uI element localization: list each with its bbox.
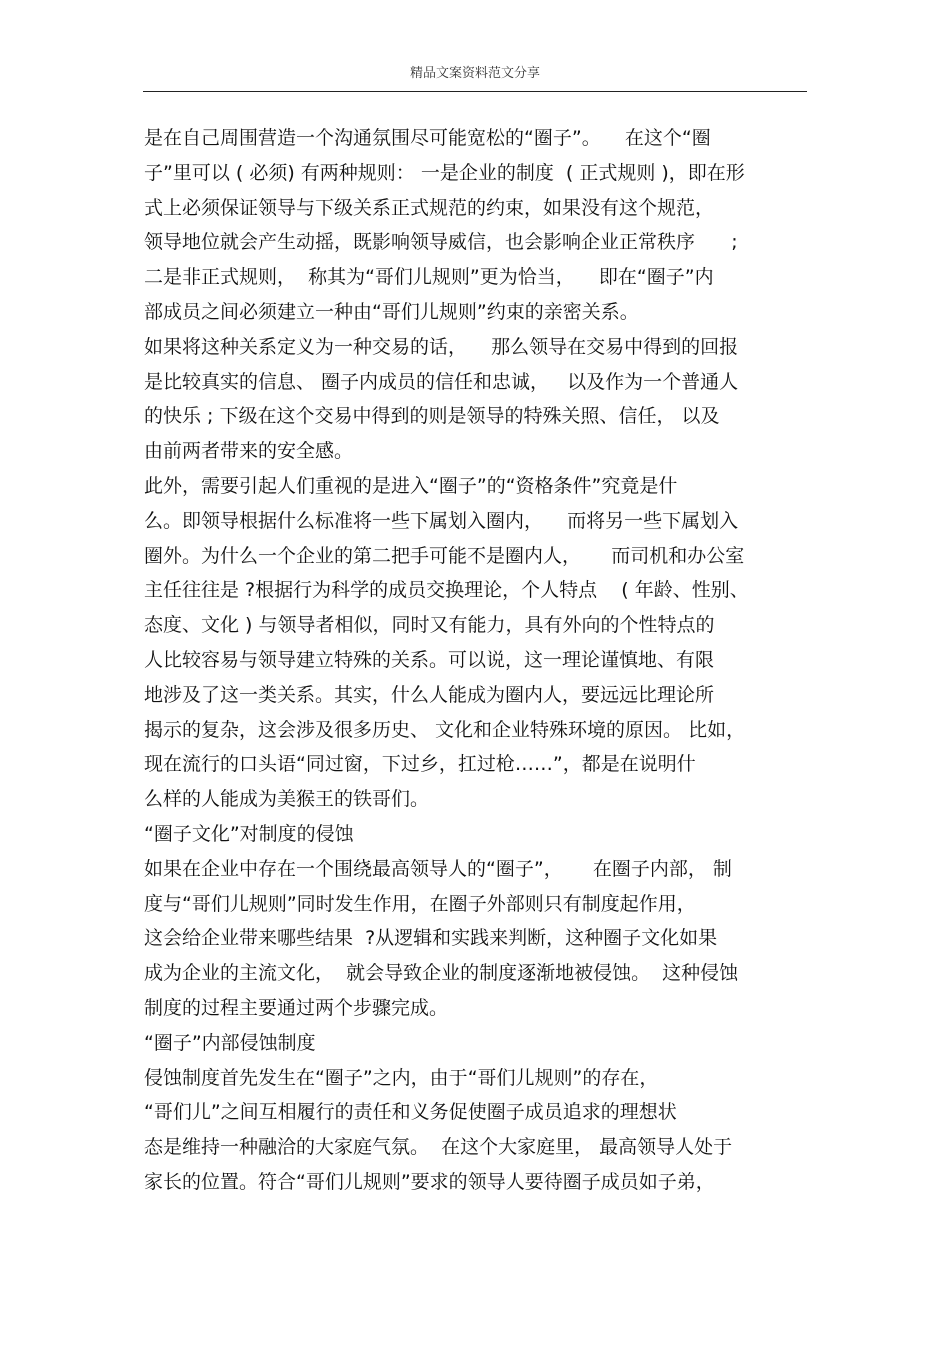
text-line: 制度的过程主要通过两个步骤完成。: [144, 996, 449, 1019]
text-line: 人比较容易与领导建立特殊的关系。可以说，这一理论谨慎地、有限: [144, 648, 715, 671]
text-line: 此外，需要引起人们重视的是进入“圈子”的“资格条件”究竟是什: [144, 474, 678, 497]
text-line: 圈外。为什么一个企业的第二把手可能不是圈内人， 而司机和办公室: [144, 544, 745, 567]
text-line: 的快乐 ; 下级在这个交易中得到的则是领导的特殊关照、信任， 以及: [144, 405, 720, 428]
text-line: 么。即领导根据什么标准将一些下属划入圈内， 而将另一些下属划入: [144, 509, 739, 532]
text-line: 领导地位就会产生动摇，既影响领导威信，也会影响企业正常秩序 ;: [144, 231, 738, 254]
text-line: 度与“哥们儿规则”同时发生作用，在圈子外部则只有制度起作用，: [144, 892, 696, 915]
text-line: “圈子”内部侵蚀制度: [144, 1031, 316, 1054]
text-line: 揭示的复杂，这会涉及很多历史、 文化和企业特殊环境的原因。 比如，: [144, 718, 746, 741]
text-line: 态是维持一种融洽的大家庭气氛。 在这个大家庭里， 最高领导人处于: [144, 1136, 733, 1159]
text-line: 这会给企业带来哪些结果 ?从逻辑和实践来判断，这种圈子文化如果: [144, 927, 718, 950]
text-line: “圈子文化”对制度的侵蚀: [144, 822, 354, 845]
text-line: 侵蚀制度首先发生在“圈子”之内，由于“哥们儿规则”的存在，: [144, 1066, 659, 1089]
text-line: 由前两者带来的安全感。: [144, 440, 354, 463]
text-line: 态度、文化 ) 与领导者相似，同时又有能力，具有外向的个性特点的: [144, 614, 715, 637]
text-line: 么样的人能成为美猴王的铁哥们。: [144, 788, 430, 811]
text-line: 家长的位置。符合“哥们儿规则”要求的领导人要待圈子成员如子弟，: [144, 1170, 715, 1193]
page-header: 精品文案资料范文分享: [409, 66, 540, 81]
document-body: [144, 121, 808, 1200]
text-line: 如果在企业中存在一个围绕最高领导人的“圈子”， 在圈子内部， 制: [144, 857, 732, 880]
text-line: 式上必须保证领导与下级关系正式规范的约束，如果没有这个规范，: [144, 196, 715, 219]
text-line: 部成员之间必须建立一种由“哥们儿规则”约束的亲密关系。: [144, 300, 639, 323]
text-line: 主任往往是 ?根据行为科学的成员交换理论，个人特点 ( 年龄、性别、: [144, 579, 749, 602]
text-line: 如果将这种关系定义为一种交易的话， 那么领导在交易中得到的回报: [144, 335, 739, 358]
header-divider: [143, 91, 807, 92]
text-line: 是在自己周围营造一个沟通氛围尽可能宽松的“圈子”。 在这个“圈: [144, 127, 711, 149]
text-line: 成为企业的主流文化， 就会导致企业的制度逐渐地被侵蚀。 这种侵蚀: [144, 962, 739, 985]
text-line: 地涉及了这一类关系。其实，什么人能成为圈内人，要远远比理论所: [144, 683, 715, 706]
text-line: 二是非正式规则， 称其为“哥们儿规则”更为恰当， 即在“圈子”内: [144, 266, 714, 289]
text-line: 子”里可以 ( 必须) 有两种规则： 一是企业的制度 ( 正式规则 )，即在形: [144, 161, 745, 184]
text-line: 是比较真实的信息、 圈子内成员的信任和忠诚， 以及作为一个普通人: [144, 370, 739, 393]
text-line: “哥们儿”之间互相履行的责任和义务促使圈子成员追求的理想状: [144, 1101, 677, 1124]
text-line: 现在流行的口头语“同过窗，下过乡，扛过枪……”，都是在说明什: [144, 753, 696, 776]
